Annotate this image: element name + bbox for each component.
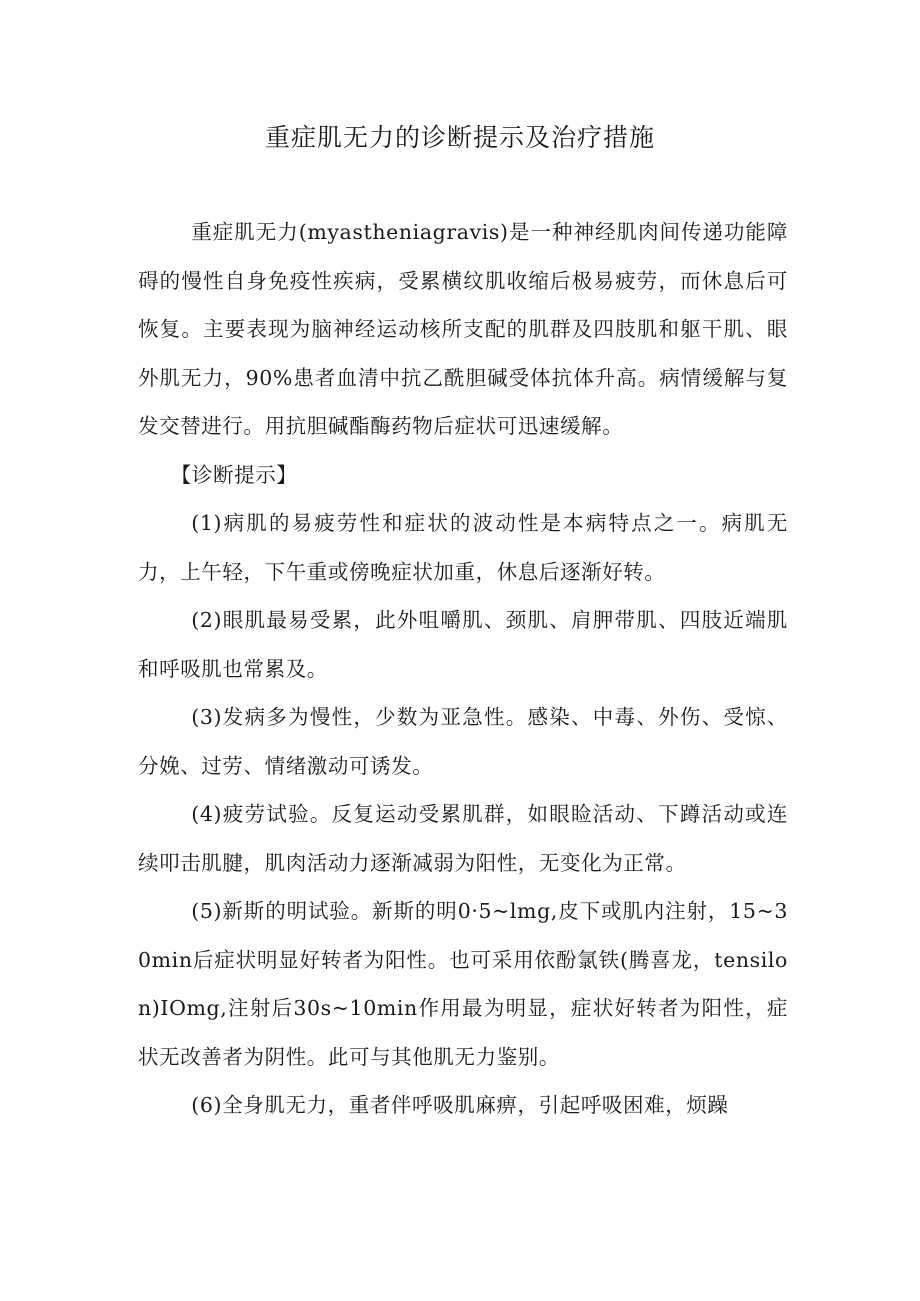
document-body bbox=[138, 208, 788, 1130]
diagnosis-item-5: (5)新斯的明试验。新斯的明0·5~lmg,皮下或肌内注射，15~30min后症状明显好转者为阳性。也可采用依酚氯铁(腾喜龙，tensilon)IOmg,注射后30s~10min作用最为明显，症状好转者为阳性，症状无改善者为阴性。此可与其他肌无力鉴别。 bbox=[138, 899, 788, 1069]
section-heading-diagnosis: 【诊断提示】 bbox=[170, 462, 298, 487]
diagnosis-item-6: (6)全身肌无力，重者伴呼吸肌麻痹，引起呼吸困难，烦躁 bbox=[191, 1093, 729, 1117]
diagnosis-item-2: (2)眼肌最易受累，此外咀嚼肌、颈肌、肩胛带肌、四肢近端肌和呼吸肌也常累及。 bbox=[138, 608, 788, 681]
intro-paragraph: 重症肌无力(myastheniagravis)是一种神经肌肉间传递功能障碍的慢性自身免疫性疾病，受累横纹肌收缩后极易疲劳，而休息后可恢复。主要表现为脑神经运动核所支配的肌群及四肢肌和躯干肌、眼外肌无力，90%患者血清中抗乙酰胆碱受体抗体升高。病情缓解与复发交替进行。用抗胆碱酯酶药物后症状可迅速缓解。 bbox=[138, 220, 788, 438]
diagnosis-item-1: (1)病肌的易疲劳性和症状的波动性是本病特点之一。病肌无力，上午轻，下午重或傍晚症状加重，休息后逐渐好转。 bbox=[138, 511, 788, 584]
document-title: 重症肌无力的诊断提示及治疗措施 bbox=[264, 123, 655, 152]
diagnosis-item-3: (3)发病多为慢性，少数为亚急性。感染、中毒、外伤、受惊、分娩、过劳、情绪激动可诱发。 bbox=[138, 705, 788, 778]
diagnosis-item-4: (4)疲劳试验。反复运动受累肌群，如眼睑活动、下蹲活动或连续叩击肌腱，肌肉活动力逐渐减弱为阳性，无变化为正常。 bbox=[138, 802, 788, 875]
